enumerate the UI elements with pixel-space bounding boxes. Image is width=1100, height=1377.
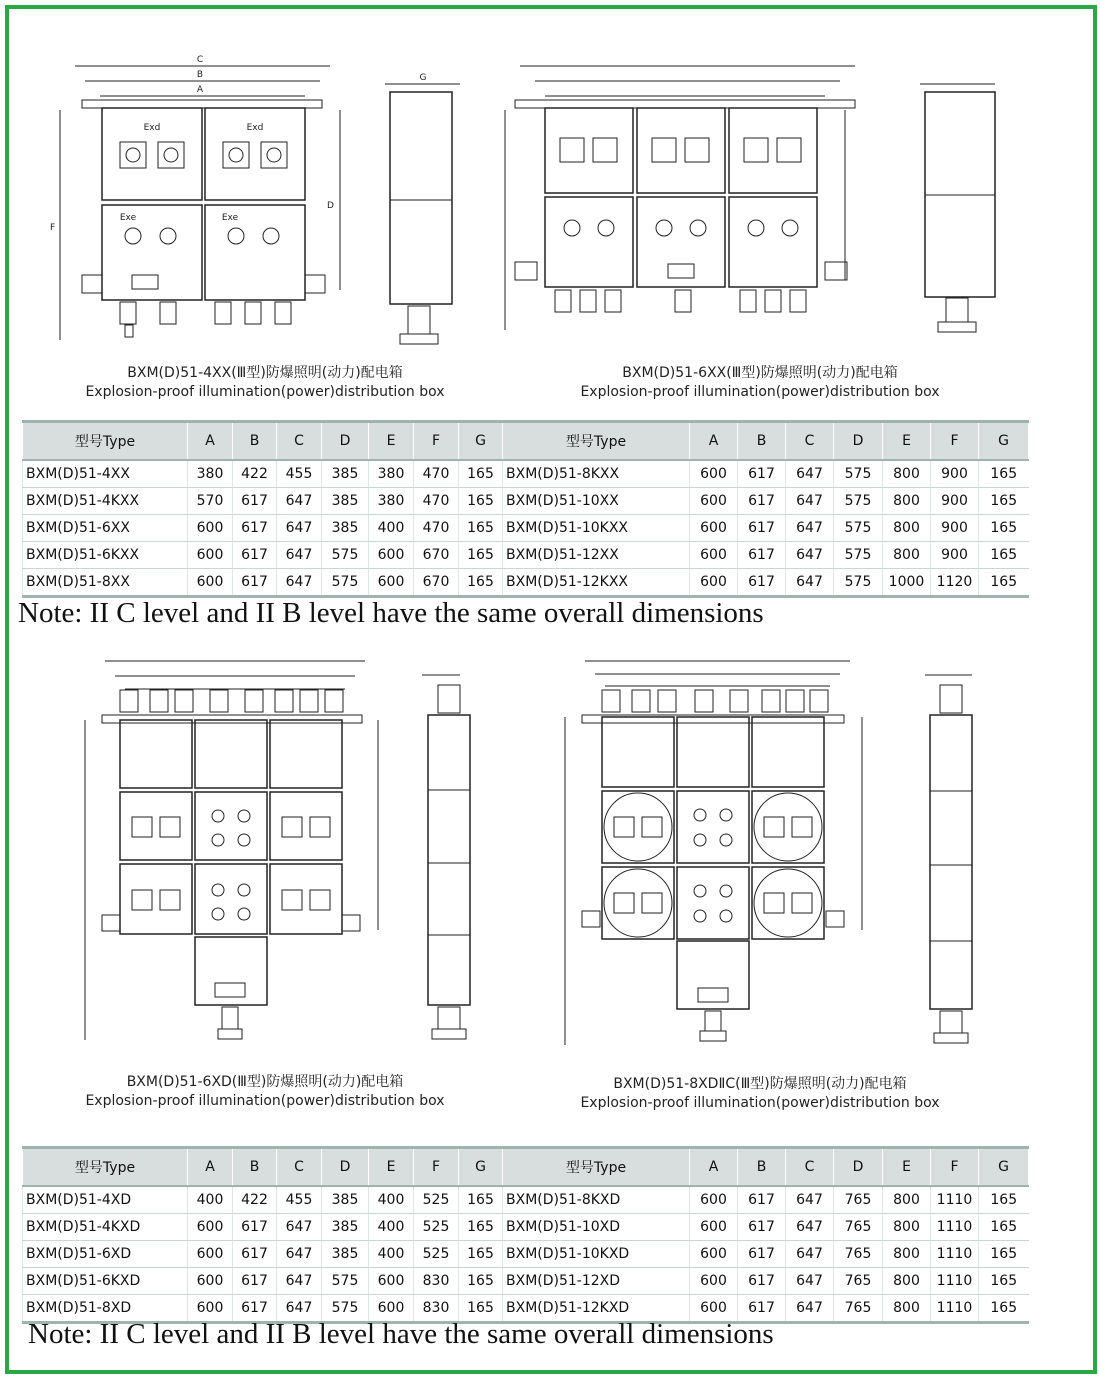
drawing-8xd (540, 645, 1010, 1065)
dimension-cell: 765 (834, 1295, 883, 1323)
dimension-cell: 830 (414, 1268, 459, 1295)
dimension-cell: 765 (834, 1186, 883, 1214)
label-exe: Exe (221, 213, 239, 223)
dimension-cell: 165 (459, 1214, 503, 1241)
table-row (23, 1268, 1029, 1295)
dimension-cell: 575 (834, 542, 883, 569)
column-header-c: C (786, 422, 834, 461)
column-header-e: E (369, 422, 414, 461)
column-header-e: E (369, 1148, 414, 1187)
dimension-cell: 165 (979, 1268, 1029, 1295)
dimension-cell: 900 (931, 542, 979, 569)
column-header-g: G (459, 422, 503, 461)
dimension-cell: 617 (738, 1214, 786, 1241)
column-header-e: E (883, 422, 931, 461)
caption-4xx (40, 364, 490, 402)
dimension-cell: 165 (979, 488, 1029, 515)
model-cell: BXM(D)51-8XX (23, 569, 188, 597)
dimension-cell: 617 (738, 542, 786, 569)
dimension-cell: 165 (979, 1186, 1029, 1214)
dimension-cell: 1110 (931, 1268, 979, 1295)
caption-model: BXM(D)51-6XX(Ⅲ型)防爆照明(动力)配电箱 (622, 365, 898, 381)
dimension-cell: 647 (277, 488, 322, 515)
dimension-cell: 165 (979, 460, 1029, 488)
dimension-cell: 1000 (883, 569, 931, 597)
model-cell: BXM(D)51-4KXD (23, 1214, 188, 1241)
caption-description: Explosion-proof illumination(power)distribution box (580, 384, 940, 400)
dimension-cell: 1110 (931, 1241, 979, 1268)
dimension-cell: 900 (931, 460, 979, 488)
dimension-cell: 400 (369, 1186, 414, 1214)
dimension-cell: 165 (979, 542, 1029, 569)
dimension-cell: 647 (277, 1268, 322, 1295)
dimension-cell: 525 (414, 1241, 459, 1268)
dimension-cell: 575 (834, 515, 883, 542)
column-header-f: F (414, 1148, 459, 1187)
dimension-cell: 380 (188, 460, 233, 488)
dimension-cell: 575 (834, 488, 883, 515)
dimension-cell: 165 (979, 1214, 1029, 1241)
dimension-cell: 600 (369, 1268, 414, 1295)
spec-table-1 (22, 420, 1029, 598)
dimension-cell: 900 (931, 515, 979, 542)
dimension-cell: 385 (322, 1186, 369, 1214)
column-header-g: G (979, 1148, 1029, 1187)
column-header-d: D (322, 1148, 369, 1187)
dimension-cell: 617 (738, 460, 786, 488)
dimension-cell: 600 (690, 1295, 738, 1323)
dimension-cell: 600 (188, 1241, 233, 1268)
dimension-cell: 600 (690, 1268, 738, 1295)
dim-g: G (419, 73, 427, 83)
dimension-cell: 575 (834, 460, 883, 488)
column-header-b: B (233, 1148, 277, 1187)
dimension-cell: 385 (322, 1214, 369, 1241)
dimension-cell: 380 (369, 488, 414, 515)
dimension-cell: 575 (322, 1295, 369, 1323)
model-cell: BXM(D)51-12XX (503, 542, 690, 569)
model-cell: BXM(D)51-12KXD (503, 1295, 690, 1323)
dimension-cell: 422 (233, 460, 277, 488)
dimension-cell: 765 (834, 1241, 883, 1268)
model-cell: BXM(D)51-4XD (23, 1186, 188, 1214)
dimension-cell: 830 (414, 1295, 459, 1323)
drawing-6xx (500, 50, 1020, 355)
dimension-cell: 800 (883, 1186, 931, 1214)
table-row (23, 542, 1029, 569)
model-cell: BXM(D)51-10XD (503, 1214, 690, 1241)
dimension-cell: 600 (188, 1214, 233, 1241)
dimension-cell: 647 (786, 1214, 834, 1241)
dimension-cell: 470 (414, 488, 459, 515)
column-header-c: C (277, 1148, 322, 1187)
table-header-row (23, 1148, 1029, 1187)
model-cell: BXM(D)51-6KXD (23, 1268, 188, 1295)
column-header-a: A (188, 1148, 233, 1187)
model-cell: BXM(D)51-10KXD (503, 1241, 690, 1268)
dimension-cell: 600 (369, 569, 414, 597)
model-cell: BXM(D)51-10KXX (503, 515, 690, 542)
dimension-cell: 617 (233, 542, 277, 569)
column-header-g: G (979, 422, 1029, 461)
dimension-cell: 647 (786, 1268, 834, 1295)
dimension-cell: 617 (233, 1214, 277, 1241)
table-row (23, 460, 1029, 488)
column-header-f: F (414, 422, 459, 461)
dimension-cell: 470 (414, 460, 459, 488)
dim-d: D (327, 201, 334, 211)
dimension-cell: 525 (414, 1186, 459, 1214)
dimension-cell: 385 (322, 488, 369, 515)
table-row (23, 1241, 1029, 1268)
dimension-cell: 165 (979, 1241, 1029, 1268)
dimension-cell: 385 (322, 1241, 369, 1268)
dimension-cell: 165 (459, 1241, 503, 1268)
dimension-cell: 647 (277, 515, 322, 542)
dimension-cell: 385 (322, 460, 369, 488)
dimension-cell: 800 (883, 515, 931, 542)
dimension-cell: 1120 (931, 569, 979, 597)
dimension-cell: 647 (786, 1295, 834, 1323)
column-header-type: 型号Type (23, 1148, 188, 1187)
column-header-type: 型号Type (503, 1148, 690, 1187)
dimension-cell: 647 (786, 460, 834, 488)
dimension-cell: 470 (414, 515, 459, 542)
dimension-cell: 600 (690, 515, 738, 542)
column-header-a: A (690, 1148, 738, 1187)
dimension-cell: 765 (834, 1214, 883, 1241)
dimension-cell: 617 (738, 1186, 786, 1214)
dimension-cell: 600 (188, 1268, 233, 1295)
column-header-a: A (188, 422, 233, 461)
model-cell: BXM(D)51-6KXX (23, 542, 188, 569)
dimension-cell: 165 (459, 569, 503, 597)
dimension-cell: 900 (931, 488, 979, 515)
dimension-cell: 647 (277, 1295, 322, 1323)
caption-6xx (515, 364, 1005, 402)
label-exe: Exe (119, 213, 137, 223)
dimension-cell: 1110 (931, 1186, 979, 1214)
dimension-cell: 600 (369, 542, 414, 569)
caption-model: BXM(D)51-6XD(Ⅲ型)防爆照明(动力)配电箱 (126, 1074, 404, 1090)
dimension-cell: 525 (414, 1214, 459, 1241)
dimension-cell: 165 (979, 569, 1029, 597)
dimension-cell: 617 (738, 1241, 786, 1268)
column-header-d: D (834, 1148, 883, 1187)
dimension-cell: 165 (459, 1186, 503, 1214)
caption-description: Explosion-proof illumination(power)distribution box (580, 1095, 940, 1111)
dimension-cell: 400 (369, 1241, 414, 1268)
dimension-cell: 575 (322, 1268, 369, 1295)
dimension-cell: 600 (690, 1186, 738, 1214)
dimension-cell: 165 (459, 1268, 503, 1295)
dimension-cell: 600 (690, 488, 738, 515)
dimension-cell: 165 (979, 1295, 1029, 1323)
column-header-f: F (931, 422, 979, 461)
dimension-cell: 765 (834, 1268, 883, 1295)
dimension-cell: 600 (690, 542, 738, 569)
dimension-cell: 600 (690, 460, 738, 488)
caption-8xd (515, 1075, 1005, 1113)
table-header-row (23, 422, 1029, 461)
dimension-cell: 800 (883, 488, 931, 515)
dimension-cell: 617 (233, 1295, 277, 1323)
column-header-type: 型号Type (503, 422, 690, 461)
dimension-cell: 617 (738, 1268, 786, 1295)
dimension-cell: 400 (188, 1186, 233, 1214)
note-1: Note: II C level and II B level have the same overall dimensions (18, 597, 764, 629)
dimension-cell: 617 (738, 1295, 786, 1323)
column-header-c: C (277, 422, 322, 461)
dimension-cell: 647 (786, 488, 834, 515)
label-exd: Exd (246, 123, 264, 133)
dimension-cell: 570 (188, 488, 233, 515)
dimension-cell: 647 (277, 1241, 322, 1268)
dimension-cell: 600 (690, 1214, 738, 1241)
drawing-4xx (40, 50, 480, 355)
dimension-cell: 385 (322, 515, 369, 542)
note-2: Note: II C level and II B level have the same overall dimensions (28, 1318, 774, 1350)
model-cell: BXM(D)51-8XD (23, 1295, 188, 1323)
column-header-b: B (738, 422, 786, 461)
dimension-cell: 575 (322, 542, 369, 569)
dimension-cell: 617 (233, 1241, 277, 1268)
dimension-cell: 380 (369, 460, 414, 488)
model-cell: BXM(D)51-8KXD (503, 1186, 690, 1214)
dimension-cell: 670 (414, 542, 459, 569)
dimension-cell: 1110 (931, 1295, 979, 1323)
model-cell: BXM(D)51-8KXX (503, 460, 690, 488)
dimension-cell: 600 (188, 542, 233, 569)
model-cell: BXM(D)51-4KXX (23, 488, 188, 515)
dimension-cell: 600 (369, 1295, 414, 1323)
table-row (23, 569, 1029, 597)
dimension-cell: 575 (322, 569, 369, 597)
dimension-cell: 600 (188, 1295, 233, 1323)
dimension-cell: 800 (883, 1268, 931, 1295)
dimension-cell: 647 (786, 1186, 834, 1214)
dimension-cell: 422 (233, 1186, 277, 1214)
label-exd: Exd (143, 123, 161, 133)
dimension-cell: 647 (786, 515, 834, 542)
dimension-cell: 165 (459, 488, 503, 515)
dimension-cell: 617 (738, 488, 786, 515)
dimension-cell: 670 (414, 569, 459, 597)
model-cell: BXM(D)51-4XX (23, 460, 188, 488)
column-header-g: G (459, 1148, 503, 1187)
dimension-cell: 400 (369, 515, 414, 542)
column-header-b: B (738, 1148, 786, 1187)
dimension-cell: 800 (883, 542, 931, 569)
table-row (23, 515, 1029, 542)
dimension-cell: 617 (233, 515, 277, 542)
column-header-a: A (690, 422, 738, 461)
dimension-cell: 455 (277, 1186, 322, 1214)
dimension-cell: 575 (834, 569, 883, 597)
dimension-cell: 617 (233, 488, 277, 515)
table-row (23, 1214, 1029, 1241)
spec-table-2 (22, 1146, 1029, 1324)
dim-f: F (50, 223, 56, 233)
dimension-cell: 165 (459, 542, 503, 569)
dimension-cell: 617 (738, 515, 786, 542)
dim-b: B (196, 70, 204, 80)
model-cell: BXM(D)51-6XX (23, 515, 188, 542)
column-header-b: B (233, 422, 277, 461)
dimension-cell: 617 (738, 569, 786, 597)
dimension-cell: 1110 (931, 1214, 979, 1241)
dimension-cell: 600 (690, 569, 738, 597)
dimension-cell: 617 (233, 1268, 277, 1295)
caption-model: BXM(D)51-4XX(Ⅲ型)防爆照明(动力)配电箱 (127, 365, 403, 381)
dimension-cell: 800 (883, 1241, 931, 1268)
column-header-type: 型号Type (23, 422, 188, 461)
dimension-cell: 647 (786, 569, 834, 597)
column-header-f: F (931, 1148, 979, 1187)
dimension-cell: 600 (690, 1241, 738, 1268)
dimension-cell: 647 (277, 569, 322, 597)
dimension-cell: 800 (883, 1214, 931, 1241)
dimension-cell: 600 (188, 569, 233, 597)
column-header-d: D (322, 422, 369, 461)
dimension-cell: 600 (188, 515, 233, 542)
model-cell: BXM(D)51-12XD (503, 1268, 690, 1295)
caption-description: Explosion-proof illumination(power)distribution box (85, 384, 445, 400)
table-row (23, 1186, 1029, 1214)
dimension-cell: 647 (786, 542, 834, 569)
dimension-cell: 647 (786, 1241, 834, 1268)
dim-a: A (196, 85, 204, 95)
dimension-cell: 400 (369, 1214, 414, 1241)
column-header-d: D (834, 422, 883, 461)
column-header-e: E (883, 1148, 931, 1187)
dimension-cell: 647 (277, 542, 322, 569)
caption-description: Explosion-proof illumination(power)distribution box (85, 1093, 445, 1109)
model-cell: BXM(D)51-10XX (503, 488, 690, 515)
dimension-cell: 165 (459, 1295, 503, 1323)
dimension-cell: 165 (459, 460, 503, 488)
dimension-cell: 800 (883, 1295, 931, 1323)
drawing-6xd (60, 645, 500, 1065)
column-header-c: C (786, 1148, 834, 1187)
dimension-cell: 617 (233, 569, 277, 597)
caption-model: BXM(D)51-8XDⅡC(Ⅲ型)防爆照明(动力)配电箱 (613, 1076, 907, 1092)
table-row (23, 488, 1029, 515)
dim-c: C (196, 55, 204, 65)
dimension-cell: 165 (459, 515, 503, 542)
dimension-cell: 165 (979, 515, 1029, 542)
model-cell: BXM(D)51-6XD (23, 1241, 188, 1268)
model-cell: BXM(D)51-12KXX (503, 569, 690, 597)
caption-6xd (40, 1073, 490, 1111)
dimension-cell: 455 (277, 460, 322, 488)
dimension-cell: 647 (277, 1214, 322, 1241)
dimension-cell: 800 (883, 460, 931, 488)
